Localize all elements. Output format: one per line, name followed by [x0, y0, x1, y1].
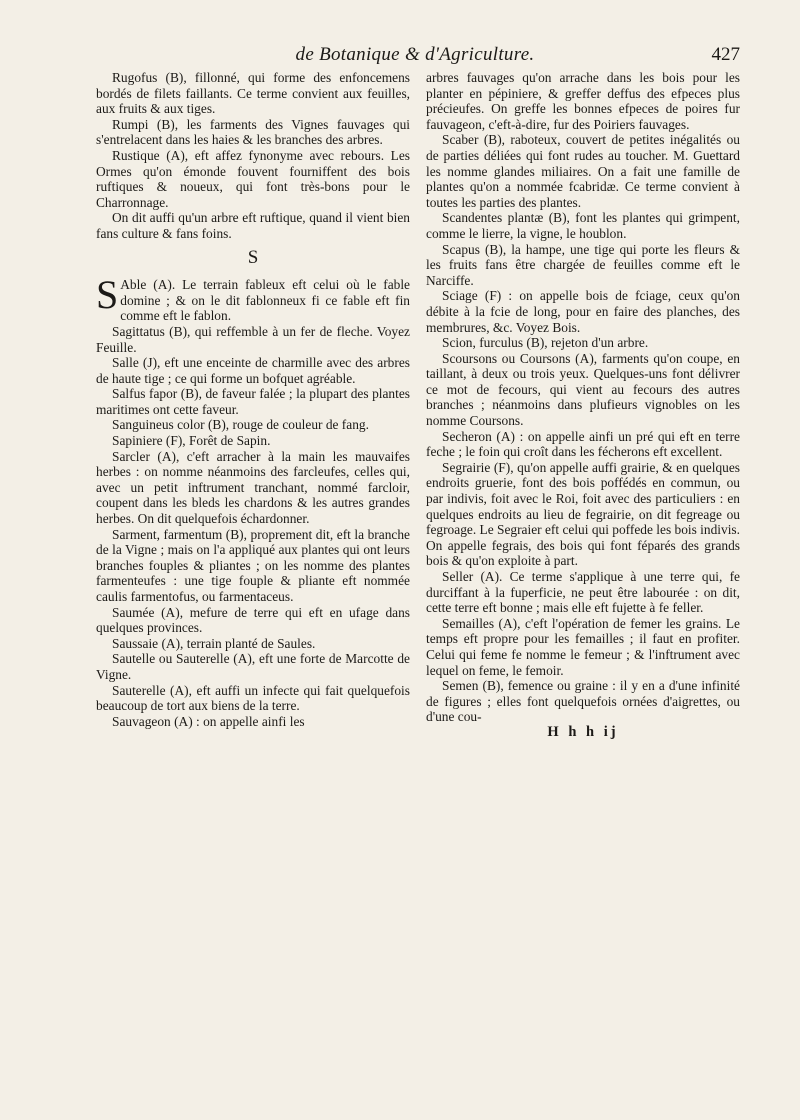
entry-semen: Semen (B), femence ou graine : il y en a d'une infinité de figures ; elles font quelquefois ornées d'aigrettes, ou d'une cou- [426, 678, 740, 725]
entry-scion: Scion, furculus (B), rejeton d'un arbre. [442, 335, 649, 351]
entry-salfus-sapor: Salfus fapor (B), de faveur falée ; la plupart des plantes maritimes ont cette faveur. [96, 386, 410, 417]
entry-sarcler: Sarcler (A), c'eft arracher à la main les mauvaifes herbes : on nomme néanmoins des farcleufes, celles qui, avec un petit inftrument tranchant, nommé farcloir, coupent dans les bleds les chardons & les autres grandes herbes. On dit quelquefois échardonner. [96, 448, 410, 527]
entry-scandentes: Scandentes plantæ (B), font les plantes qui grimpent, comme le lierre, la vigne, le houblon. [426, 210, 740, 241]
entry-sauvageon: Sauvageon (A) : on appelle ainfi les [112, 713, 305, 729]
entry-rustique: Rustique (A), eft affez fynonyme avec rebours. Les Ormes qu'on émonde fouvent fourniffent des bois ruftiques & noueux, qui font très-bons pour le Charronnage. [96, 147, 410, 210]
entry-sanguineus: Sanguineus color (B), rouge de couleur de fang. [112, 417, 369, 433]
entry-saussaie: Saussaie (A), terrain planté de Saules. [112, 635, 316, 651]
entry-scaber: Scaber (B), raboteux, couvert de petites inégalités ou de parties déliées qui font rudes au toucher. M. Guettard les nomme glandes miliaires. On a fait une famille de plantes qu'on a nommée fcabridæ. Ce terme convient à toutes les parties des plantes. [426, 132, 740, 210]
entry-rustique-note: On dit auffi qu'un arbre eft ruftique, quand il vient bien fans culture & fans foins. [96, 210, 410, 241]
entry-scapus: Scapus (B), la hampe, une tige qui porte les fleurs & les fruits fans être chargée de feuilles comme eft le Narciffe. [426, 241, 740, 288]
signature-mark: H h h ij [547, 723, 619, 740]
right-column [426, 70, 740, 741]
entry-salle: Salle (J), eft une enceinte de charmille avec des arbres de haute tige ; ce qui forme un bofquet agréable. [96, 355, 410, 386]
entry-secheron: Secheron (A) : on appelle ainfi un pré qui eft en terre feche ; le foin qui croît dans les fécherons eft excellent. [426, 428, 740, 460]
entry-rugofus: Rugofus (B), fillonné, qui forme des enfoncemens bordés de filets faillants. Ce terme convient aux feuilles, aux fruits & aux tiges. [96, 70, 410, 117]
entry-sauvageon-cont: arbres fauvages qu'on arrache dans les bois pour les planter en pépiniere, & greffer deffus des efpeces plus précieufes. On greffe les bonnes efpeces de poires fur fauvageon, c'eft-à-dire, fur des Poiriers fauvages. [426, 70, 740, 132]
entry-rumpi: Rumpi (B), les farments des Vignes fauvages qui s'entrelacent dans les haies & les branches des arbres. [96, 116, 410, 148]
entry-segrairie: Segrairie (F), qu'on appelle auffi grairie, & en quelques endroits gruerie, font des bois poffédés en commun, ou par indivis, foit avec le Roi, foit avec des particuliers : en quelques endroits au lieu de fegrairie, on dit fegreage ou fegroage. Le Segraier eft celui qui poffede les bois indivis. On appelle fegrais, des bois qui font féparés des grands bois & qu'on exploite à part. [426, 459, 740, 569]
entry-seller: Seller (A). Ce terme s'applique à une terre qui, fe durciffant à la fuperficie, ne peut être labourée : on dit, cette terre eft bonne ; mais elle eft fujette à fe feller. [426, 569, 740, 616]
entry-sautelle: Sautelle ou Sauterelle (A), eft une forte de Marcotte de Vigne. [96, 651, 410, 682]
page-header [90, 44, 740, 70]
drop-cap-s: S [96, 272, 119, 318]
entry-scoursons: Scoursons ou Coursons (A), farments qu'on coupe, en taillant, à deux ou trois yeux. Quelques-uns font délivrer ce mot de fecours, qui vient au fecours des autres branches ; néanmoins dans plufieurs vignobles on les nomme Coursons. [426, 350, 740, 429]
entry-sarment: Sarment, farmentum (B), proprement dit, eft la branche de la Vigne ; mais on l'a appliqué aux plantes qui ont leurs branches fouples & pliantes ; on les nomme des plantes farmenteufes : une tige fouple & pliante eft nommée caulis farmentofus, ou farmentaceus. [96, 526, 410, 604]
running-title: de Botanique & d'Agriculture. [295, 44, 535, 65]
entry-sauterelle: Sauterelle (A), eft auffi un infecte qui fait quelquefois beaucoup de tort aux biens de la terre. [96, 682, 410, 714]
left-column [96, 70, 410, 729]
page-number: 427 [711, 44, 740, 65]
entry-sapiniere: Sapiniere (F), Forêt de Sapin. [112, 433, 271, 449]
entry-sciage: Sciage (F) : on appelle bois de fciage, ceux qu'on débite à la fcie de long, pour en faire des planches, des membrures, &c. Voyez Bois. [426, 288, 740, 335]
entry-saumee: Saumée (A), mefure de terre qui eft en ufage dans quelques provinces. [96, 604, 410, 636]
entry-semailles: Semailles (A), c'eft l'opération de femer les grains. Le temps eft propre pour les femailles ; il faut en profiter. Celui qui feme fe nomme le femeur ; & l'inftrument avec lequel on feme, le femoir. [426, 615, 740, 678]
entry-sagittatus: Sagittatus (B), qui reffemble à un fer de fleche. Voyez Feuille. [96, 323, 410, 355]
section-letter: S [247, 246, 259, 268]
entry-sable [96, 272, 410, 324]
entry-sable-text: Able (A). Le terrain fableux eft celui où le fable domine ; & on le dit fablonneux fi ce fable eft fin comme eft le fablon. [120, 277, 410, 324]
